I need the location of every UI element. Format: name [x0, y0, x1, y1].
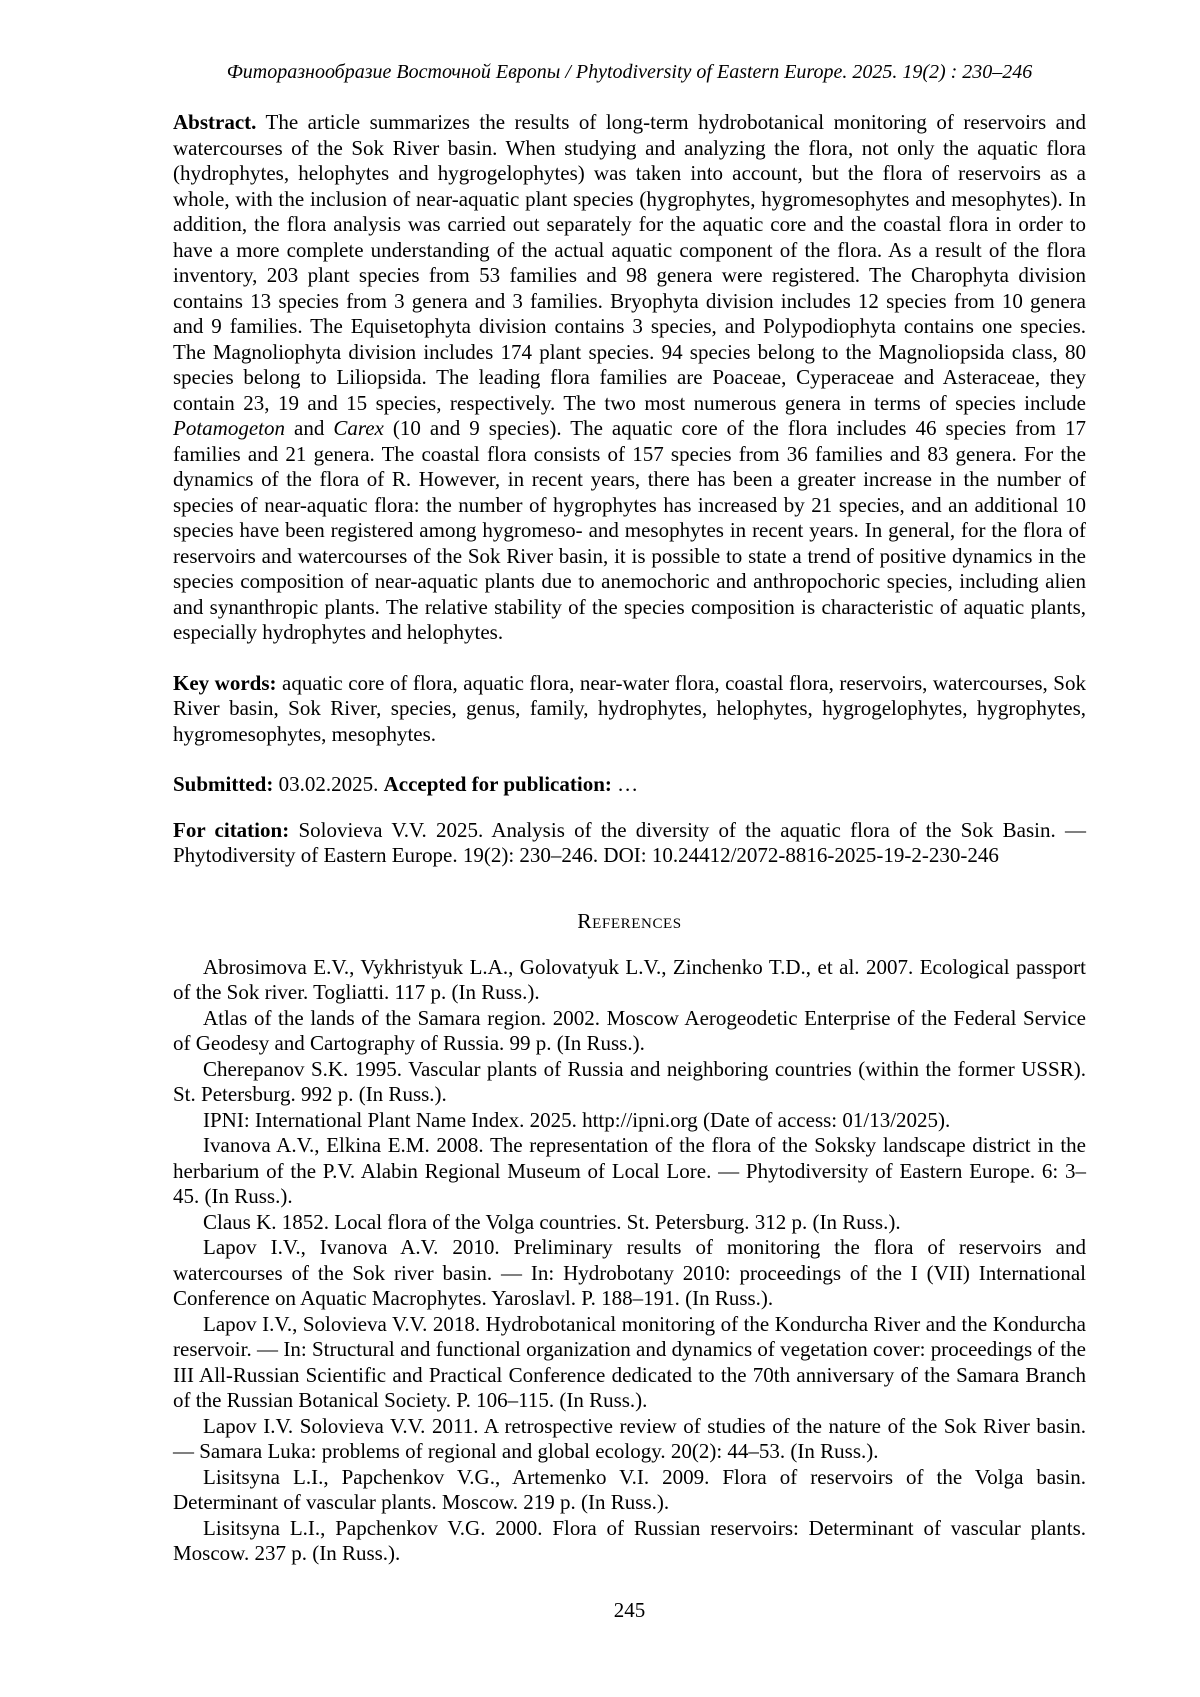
text: The article summarizes the results of long-term hydrobotanical monitoring of reservoirs and watercourses of the Sok River basin. When studying and analyzing the flora, not only the aquatic flora (hydrophytes, helophytes and hygrogelophytes) was taken into account, but the flora of reservoirs as a whole, with the inclusion of near-aquatic plant species (hygrophytes, hygromesophytes and mesophytes). In addition, the flora analysis was carried out separately for the aquatic core and the coastal flora in order to have a more complete understanding of the actual aquatic component of the flora. As a result of the flora inventory, 203 plant species from 53 families and 98 genera were registered. The Charophyta division contains 13 species from 3 genera and 3 families. Bryophyta division includes 12 species from 10 genera and 9 families. The Equisetophyta division contains 3 species, and Polypodiophyta contains one species. The Magnoliophyta division includes 174 plant species. 94 species belong to the Magnoliopsida class, 80 species belong to Liliopsida. The leading flora families are Poaceae, Cyperaceae and Asteraceae, they contain 23, 19 and 15 species, respectively. The two most numerous genera in terms of species include [173, 110, 1086, 415]
citation-paragraph [173, 818, 1086, 869]
text: aquatic core of flora, aquatic flora, near-water flora, coastal flora, reservoirs, watercourses, Sok River basin, Sok River, species, genus, family, hydrophytes, helophytes, hygrogelophytes, hygrophytes, hygromesophytes, mesophytes. [173, 670, 1086, 746]
keywords-paragraph [173, 671, 1086, 748]
bold-text: Submitted: [173, 772, 274, 796]
reference-entry: Abrosimova E.V., Vykhristyuk L.A., Golovatyuk L.V., Zinchenko T.D., et al. 2007. Ecological passport of the Sok river. Togliatti. 117 p. (In Russ.). [173, 954, 1086, 1004]
reference-entry: IPNI: International Plant Name Index. 2025. http://ipni.org (Date of access: 01/13/2025). [203, 1107, 951, 1132]
references-heading: References [577, 908, 682, 933]
text: … [611, 772, 639, 796]
reference-entry: Lapov I.V. Solovieva V.V. 2011. A retrospective review of studies of the nature of the Sok River basin. — Samara Luka: problems of regional and global ecology. 20(2): 44–53. (In Russ.). [173, 1413, 1086, 1463]
reference-entry: Cherepanov S.K. 1995. Vascular plants of Russia and neighboring countries (within the former USSR). St. Petersburg. 992 p. (In Russ.). [173, 1056, 1086, 1106]
abstract-paragraph [173, 110, 1086, 646]
reference-entry: Atlas of the lands of the Samara region. 2002. Moscow Aerogeodetic Enterprise of the Federal Service of Geodesy and Cartography of Russia. 99 p. (In Russ.). [173, 1005, 1086, 1055]
reference-entry: Lisitsyna L.I., Papchenkov V.G., Artemenko V.I. 2009. Flora of reservoirs of the Volga basin. Determinant of vascular plants. Moscow. 219 p. (In Russ.). [173, 1464, 1086, 1514]
reference-entry: Claus K. 1852. Local flora of the Volga countries. St. Petersburg. 312 p. (In Russ.). [203, 1209, 901, 1234]
page-number: 245 [613, 1598, 646, 1622]
reference-entry: Ivanova A.V., Elkina E.M. 2008. The representation of the flora of the Soksky landscape district in the herbarium of the P.V. Alabin Regional Museum of Local Lore. — Phytodiversity of Eastern Europe. 6: 3–45. (In Russ.). [173, 1133, 1086, 1208]
submission-line [173, 772, 1086, 798]
bold-text: Abstract. [173, 110, 257, 134]
bold-text: For citation: [173, 817, 290, 842]
text: Solovieva V.V. 2025. Analysis of the diversity of the aquatic flora of the Sok Basin. — Phytodiversity of Eastern Europe. 19(2): 230–246. DOI: 10.24412/2072-8816-2025-19-2-230-246 [173, 817, 1086, 867]
bold-text: Accepted for publication: [383, 772, 612, 796]
running-header: Фиторазнообразие Восточной Европы / Phytodiversity of Eastern Europe. 2025. 19(2) : 230–246 [226, 61, 1033, 83]
text: and [284, 416, 334, 440]
bold-text: Key words: [173, 670, 277, 695]
text: (10 and 9 species). The aquatic core of the flora includes 46 species from 17 families and 21 genera. The coastal flora consists of 157 species from 36 families and 83 genera. For the dynamics of the flora of R. However, in recent years, there has been a greater increase in the number of species of near-aquatic flora: the number of hygrophytes has increased by 21 species, and an additional 10 species have been registered among hygromeso- and mesophytes in recent years. In general, for the flora of reservoirs and watercourses of the Sok River basin, it is possible to state a trend of positive dynamics in the species composition of near-aquatic plants due to anemochoric and anthropochoric species, including alien and synanthropic plants. The relative stability of the species composition is characteristic of aquatic plants, especially hydrophytes and helophytes. [173, 416, 1086, 644]
reference-entry: Lapov I.V., Ivanova A.V. 2010. Preliminary results of monitoring the flora of reservoirs and watercourses of the Sok river basin. — In: Hydrobotany 2010: proceedings of the I (VII) International Conference on Aquatic Macrophytes. Yaroslavl. P. 188–191. (In Russ.). [173, 1235, 1086, 1310]
italic-text: Potamogeton [173, 416, 285, 440]
italic-text: Carex [333, 416, 384, 440]
text: 03.02.2025. [273, 772, 384, 796]
references-list [173, 955, 1086, 1567]
reference-entry: Lapov I.V., Solovieva V.V. 2018. Hydrobotanical monitoring of the Kondurcha River and the Kondurcha reservoir. — In: Structural and functional organization and dynamics of vegetation cover: proceedings of the III All-Russian Scientific and Practical Conference dedicated to the 70th anniversary of the Samara Branch of the Russian Botanical Society. P. 106–115. (In Russ.). [173, 1311, 1086, 1412]
reference-entry: Lisitsyna L.I., Papchenkov V.G. 2000. Flora of Russian reservoirs: Determinant of vascular plants. Moscow. 237 p. (In Russ.). [173, 1515, 1086, 1565]
